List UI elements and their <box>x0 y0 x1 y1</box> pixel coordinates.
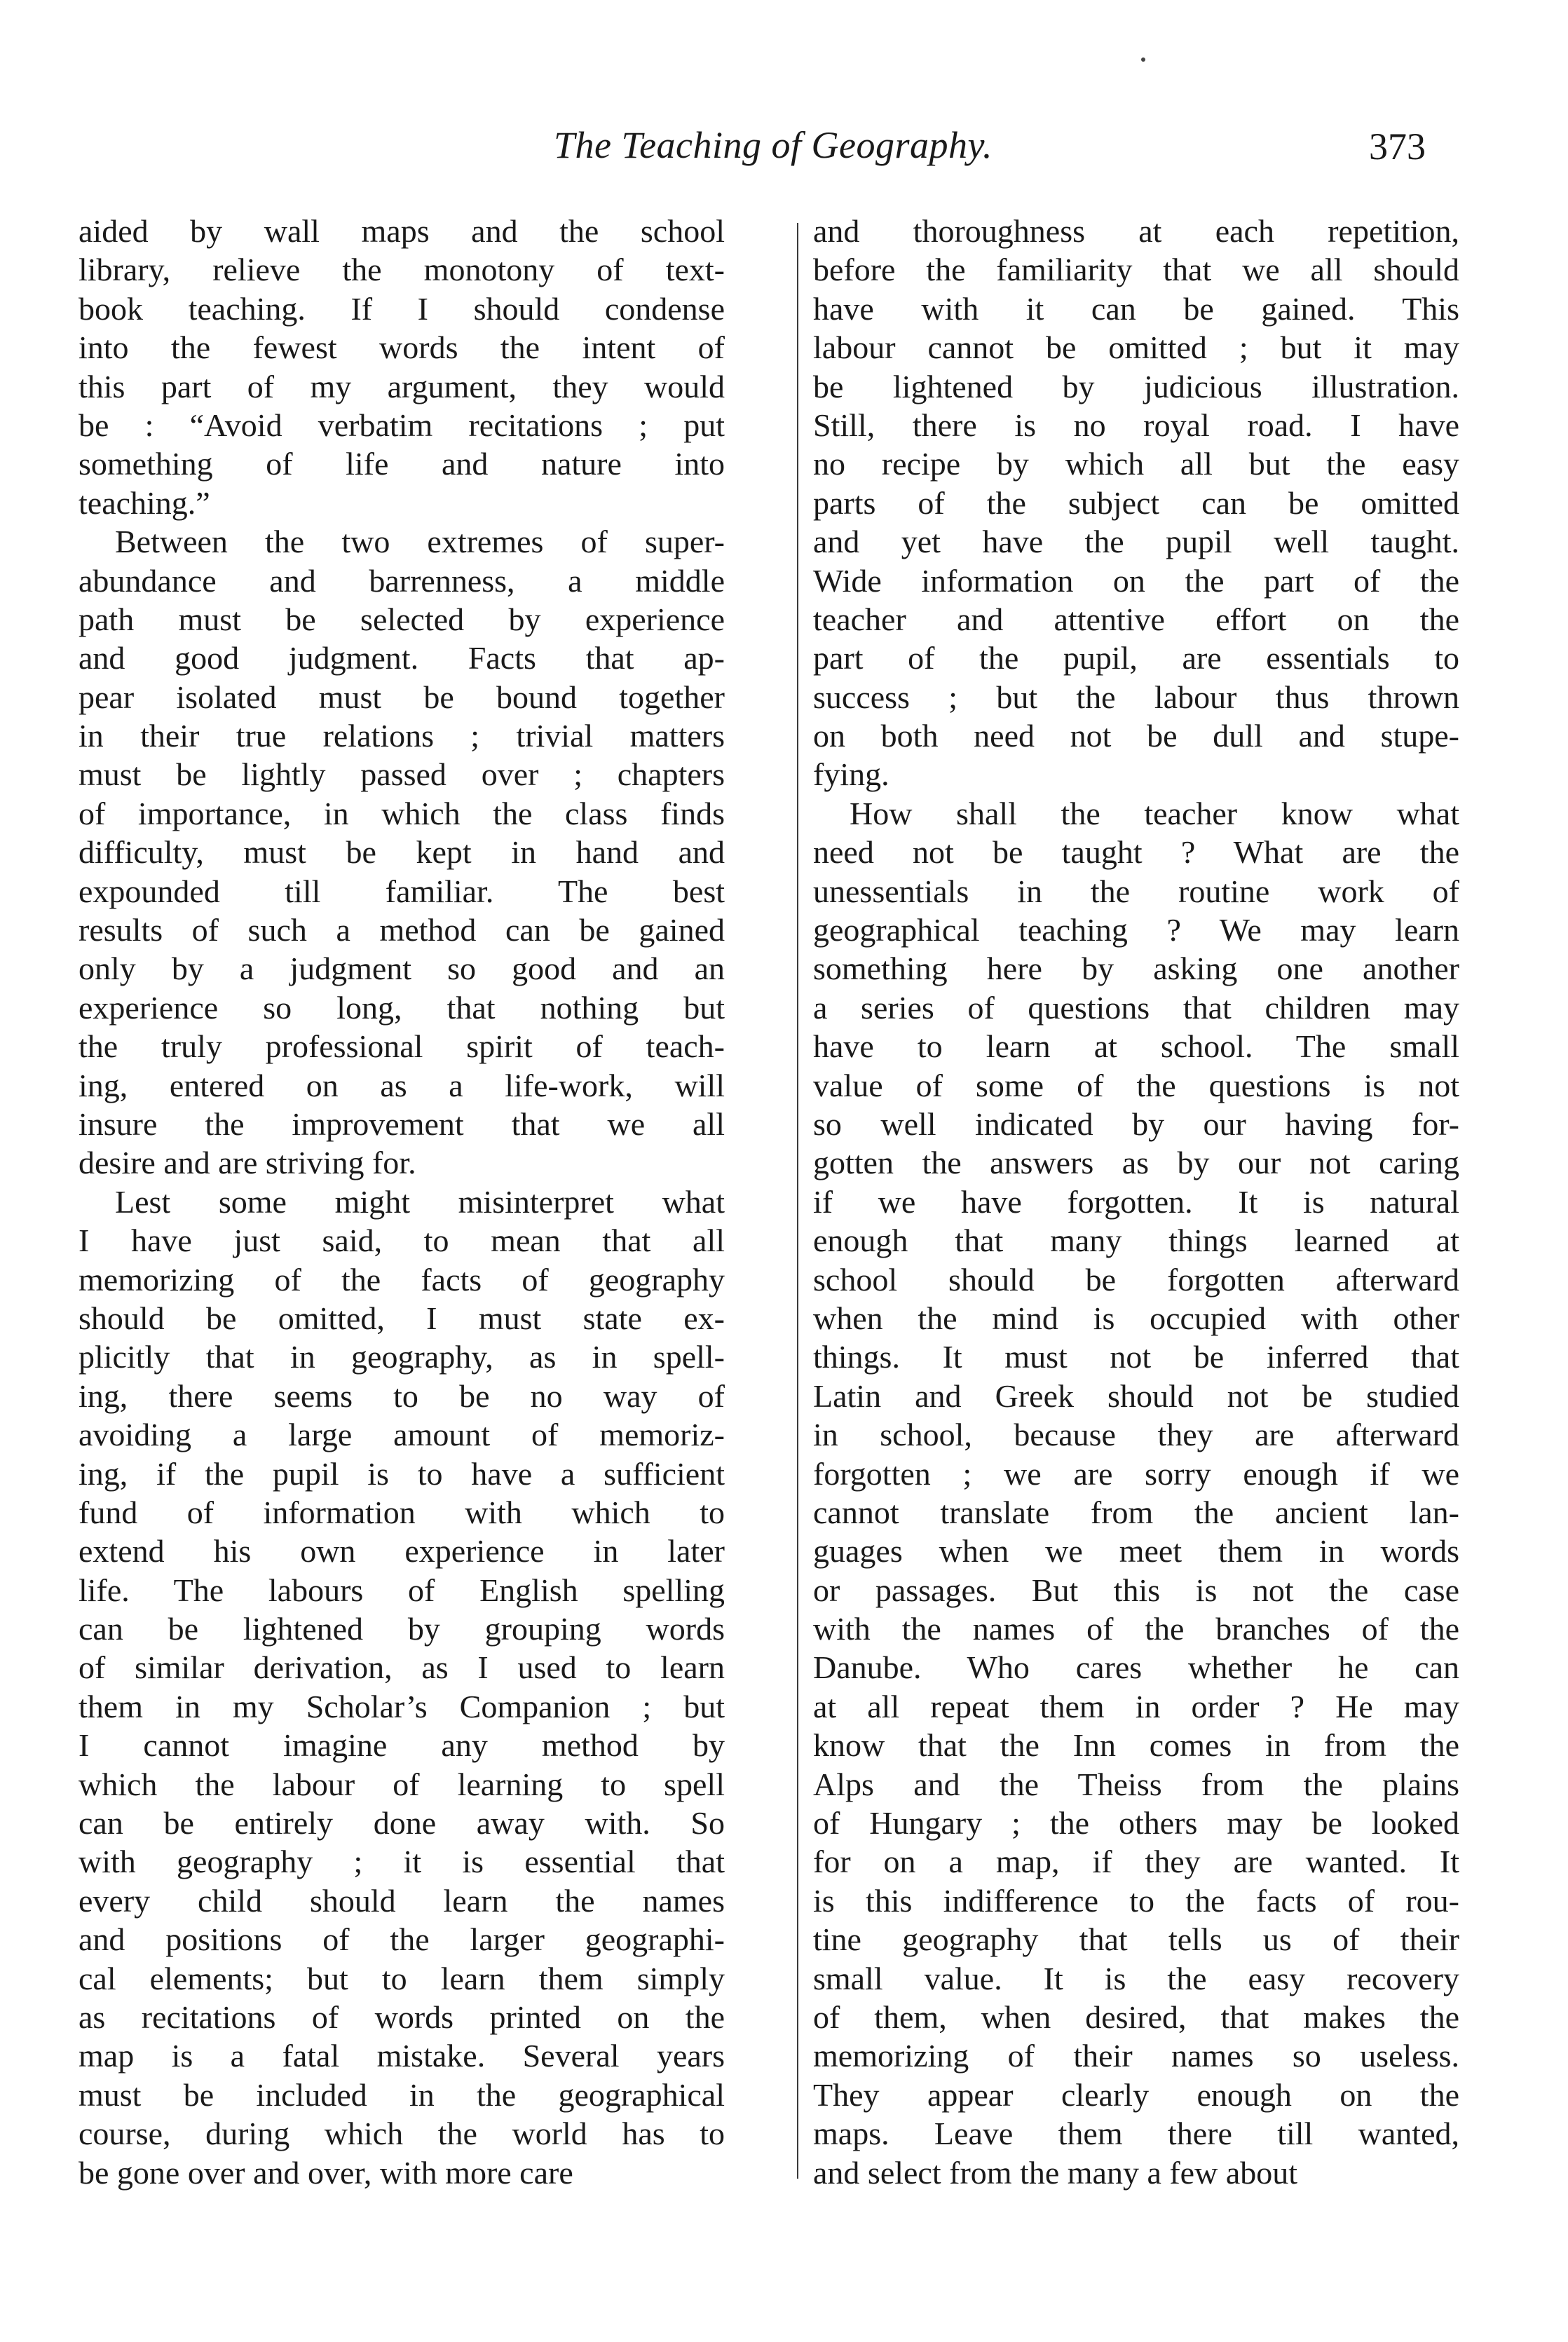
right-column <box>813 212 1459 2195</box>
text-line: Between the two extremes of super- <box>115 524 725 560</box>
text-line: school should be forgotten afterward <box>813 1261 1459 1298</box>
text-line: enough that many things learned at <box>813 1223 1459 1259</box>
text-line: have to learn at school. The small <box>813 1028 1459 1065</box>
text-line: teaching.” <box>79 484 210 521</box>
text-line: every child should learn the names <box>79 1882 725 1919</box>
text-line: course, during which the world has to <box>79 2116 725 2152</box>
text-line: teacher and attentive effort on the <box>813 601 1459 637</box>
text-line: must be lightly passed over ; chapters <box>79 756 725 793</box>
text-line: part of the pupil, are essentials to <box>813 640 1459 676</box>
text-line: maps. Leave them there till wanted, <box>813 2116 1459 2152</box>
page-number: 373 <box>1369 125 1426 168</box>
text-line: memorizing of their names so useless. <box>813 2038 1459 2074</box>
text-line: tine geography that tells us of their <box>813 1921 1459 1958</box>
text-line: have with it can be gained. This <box>813 290 1459 327</box>
text-line: must be included in the geographical <box>79 2076 725 2113</box>
text-line: abundance and barrenness, a middle <box>79 562 725 599</box>
text-line: in school, because they are afterward <box>813 1417 1459 1453</box>
text-line: geographical teaching ? We may learn <box>813 912 1459 948</box>
text-line: of Hungary ; the others may be looked <box>813 1805 1459 1841</box>
text-line: which the labour of learning to spell <box>79 1766 725 1802</box>
text-line: map is a fatal mistake. Several years <box>79 2038 725 2074</box>
text-line: labour cannot be omitted ; but it may <box>813 329 1459 366</box>
text-line: cal elements; but to learn them simply <box>79 1960 725 1996</box>
text-line: Latin and Greek should not be studied <box>813 1377 1459 1414</box>
text-line: should be omitted, I must state ex- <box>79 1300 725 1336</box>
text-line: How shall the teacher know what <box>850 795 1459 831</box>
text-line: as recitations of words printed on the <box>79 1999 725 2035</box>
text-line: something here by asking one another <box>813 951 1459 987</box>
text-line: so well indicated by our having for- <box>813 1105 1459 1142</box>
text-line: something of life and nature into <box>79 446 725 482</box>
text-line: and yet have the pupil well taught. <box>813 524 1459 560</box>
text-line: library, relieve the monotony of text- <box>79 252 725 288</box>
text-line: can be lightened by grouping words <box>79 1611 725 1647</box>
text-line: book teaching. If I should condense <box>79 290 725 327</box>
text-line: in their true relations ; trivial matters <box>79 718 725 754</box>
text-line: Wide information on the part of the <box>813 562 1459 599</box>
text-line: a series of questions that children may <box>813 989 1459 1026</box>
text-line: and select from the many a few about <box>813 2154 1298 2191</box>
text-line: plicitly that in geography, as in spell- <box>79 1339 725 1375</box>
running-head <box>175 123 1444 186</box>
text-line: I cannot imagine any method by <box>79 1727 725 1764</box>
text-line: into the fewest words the intent of <box>79 329 725 366</box>
text-line: ing, entered on as a life-work, will <box>79 1067 725 1103</box>
text-line: avoiding a large amount of memoriz- <box>79 1417 725 1453</box>
text-line: pear isolated must be bound together <box>79 679 725 715</box>
text-line: ing, if the pupil is to have a sufficient <box>79 1455 725 1492</box>
text-line: with the names of the branches of the <box>813 1611 1459 1647</box>
text-line: results of such a method can be gained <box>79 912 725 948</box>
text-line: only by a judgment so good and an <box>79 951 725 987</box>
print-speck <box>1141 57 1145 62</box>
text-line: no recipe by which all but the easy <box>813 446 1459 482</box>
text-line: They appear clearly enough on the <box>813 2076 1459 2113</box>
text-line: memorizing of the facts of geography <box>79 1261 725 1298</box>
text-line: fying. <box>813 756 889 793</box>
text-columns <box>79 212 1459 2195</box>
text-line: gotten the answers as by our not caring <box>813 1145 1459 1181</box>
text-line: of them, when desired, that makes the <box>813 1999 1459 2035</box>
text-line: at all repeat them in order ? He may <box>813 1688 1459 1724</box>
text-line: success ; but the labour thus thrown <box>813 679 1459 715</box>
text-line: value of some of the questions is not <box>813 1067 1459 1103</box>
text-line: with geography ; it is essential that <box>79 1844 725 1880</box>
text-line: insure the improvement that we all <box>79 1105 725 1142</box>
text-line: expounded till familiar. The best <box>79 873 725 909</box>
text-line: Lest some might misinterpret what <box>115 1183 725 1220</box>
text-line: experience so long, that nothing but <box>79 989 725 1026</box>
text-line: guages when we meet them in words <box>813 1533 1459 1570</box>
text-line: or passages. But this is not the case <box>813 1572 1459 1608</box>
text-line: forgotten ; we are sorry enough if we <box>813 1455 1459 1492</box>
text-line: when the mind is occupied with other <box>813 1300 1459 1336</box>
text-line: and good judgment. Facts that ap- <box>79 640 725 676</box>
text-line: and positions of the larger geographi- <box>79 1921 725 1958</box>
text-line: fund of information with which to <box>79 1494 725 1530</box>
text-line: can be entirely done away with. So <box>79 1805 725 1841</box>
text-line: need not be taught ? What are the <box>813 834 1459 871</box>
text-line: things. It must not be inferred that <box>813 1339 1459 1375</box>
text-line: ing, there seems to be no way of <box>79 1377 725 1414</box>
text-line: aided by wall maps and the school <box>79 213 725 249</box>
text-line: before the familiarity that we all should <box>813 252 1459 288</box>
left-column <box>79 212 725 2195</box>
text-line: Alps and the Theiss from the plains <box>813 1766 1459 1802</box>
text-line: if we have forgotten. It is natural <box>813 1183 1459 1220</box>
text-line: desire and are striving for. <box>79 1145 416 1181</box>
text-line: be lightened by judicious illustration. <box>813 368 1459 404</box>
text-line: the truly professional spirit of teach- <box>79 1028 725 1065</box>
text-line: be : “Avoid verbatim recitations ; put <box>79 407 725 443</box>
running-title: The Teaching of Geography. <box>554 124 993 166</box>
text-line: path must be selected by experience <box>79 601 725 637</box>
text-line: Still, there is no royal road. I have <box>813 407 1459 443</box>
text-line: know that the Inn comes in from the <box>813 1727 1459 1764</box>
text-line: for on a map, if they are wanted. It <box>813 1844 1459 1880</box>
text-line: on both need not be dull and stupe- <box>813 718 1459 754</box>
text-line: be gone over and over, with more care <box>79 2154 573 2191</box>
text-line: parts of the subject can be omitted <box>813 484 1459 521</box>
text-line: small value. It is the easy recovery <box>813 1960 1459 1996</box>
text-line: Danube. Who cares whether he can <box>813 1649 1459 1686</box>
text-line: life. The labours of English spelling <box>79 1572 725 1608</box>
text-line: is this indifference to the facts of rou- <box>813 1882 1459 1919</box>
text-line: and thoroughness at each repetition, <box>813 213 1459 249</box>
text-line: difficulty, must be kept in hand and <box>79 834 725 871</box>
text-line: of importance, in which the class finds <box>79 795 725 831</box>
text-line: I have just said, to mean that all <box>79 1223 725 1259</box>
text-line: of similar derivation, as I used to learn <box>79 1649 725 1686</box>
text-line: extend his own experience in later <box>79 1533 725 1570</box>
text-line: them in my Scholar’s Companion ; but <box>79 1688 725 1724</box>
column-rule <box>797 223 798 2179</box>
text-line: this part of my argument, they would <box>79 368 725 404</box>
text-line: unessentials in the routine work of <box>813 873 1459 909</box>
text-line: cannot translate from the ancient lan- <box>813 1494 1459 1530</box>
